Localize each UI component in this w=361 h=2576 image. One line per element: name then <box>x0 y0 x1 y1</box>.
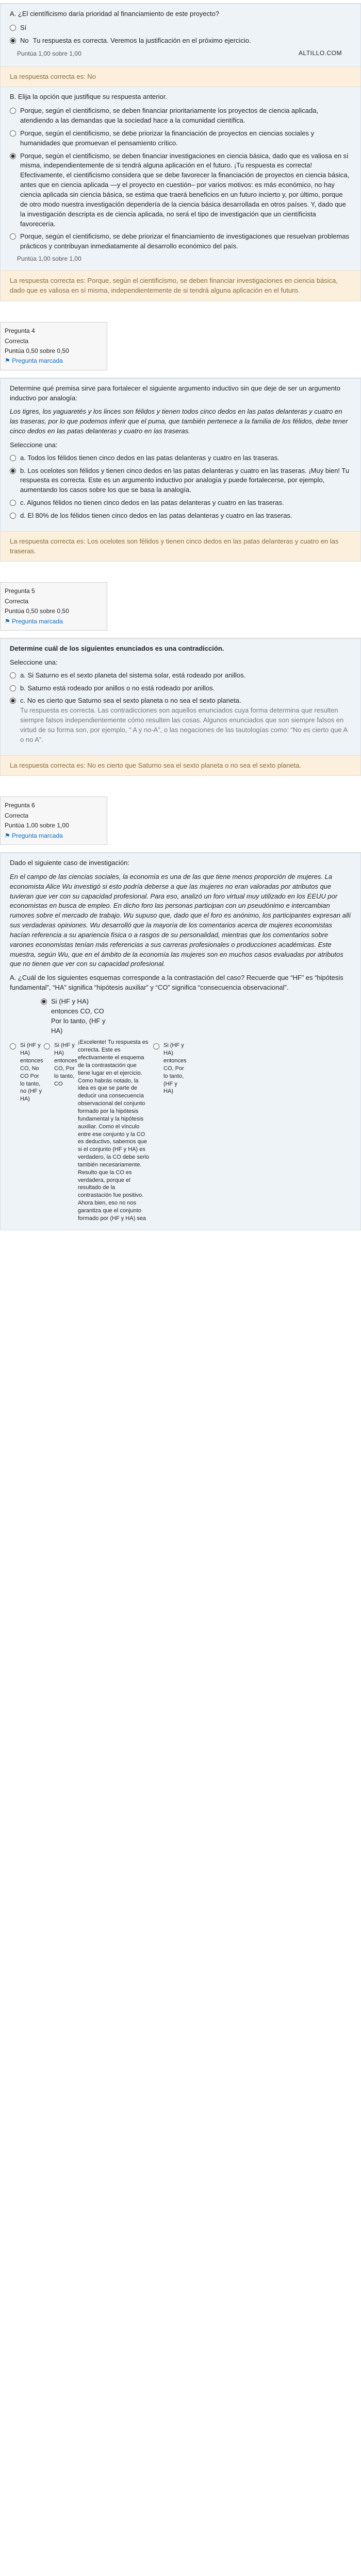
radio-button[interactable] <box>44 1043 50 1049</box>
flag-question-link[interactable]: ⚑ Pregunta marcada <box>5 617 63 625</box>
option-3[interactable] <box>10 151 351 229</box>
question-3-part-a <box>1 4 360 66</box>
option-label: a. Todos los félidos tienen cinco dedos en las patas delanteras y cuatro en las traseras. <box>20 453 280 462</box>
schema-label: Si (HF y HA) entonces CO, No CO Por lo tanto, no (HF y HA) <box>20 1042 43 1103</box>
radio-button[interactable] <box>10 130 16 137</box>
option-c[interactable] <box>10 498 351 508</box>
case-text: En el campo de las ciencias sociales, la economía es una de las que tiene menos proporción de mujeres. La economista Alice Wu investigó si esto podría deberse a que las mujeres no eran valoradas por atributos que tuvieran que ver con su capacidad profesional. Para eso, analizó un foro virtual muy utilizado en los EEUU por economistas en busca de empleo. En dicho foro las personas participan con un pseudónimo e intercambian rumores sobre el mercado de trabajo. Wu supuso que, dado que el foro es anónimo, los participantes expresan allí sus verdaderas opiniones. Wu desarrolló que la mayoría de los comentarios acerca de mujeres economistas hacían referencia a su apariencia física o a rasgos de su personalidad, mientras que los comentarios sobre varones economistas tenían más referencias a sus carreras profesionales o producciones académicas. Este muestra, según Wu, que en el ámbito de la economía las mujeres son en muchos casos evaluadas por atributos que no tienen que ver con su capacidad profesional. <box>10 872 351 968</box>
radio-button[interactable] <box>153 1043 159 1049</box>
select-prompt: Seleccione una: <box>10 658 58 666</box>
flag-question-link[interactable]: ⚑ Pregunta marcada <box>5 357 63 365</box>
question-number: Pregunta 5 <box>5 587 35 595</box>
option-b[interactable] <box>10 466 351 496</box>
radio-button-selected[interactable] <box>10 153 16 159</box>
correct-answer: La respuesta correcta es: No es cierto que Saturno sea el sexto planeta o no sea el sexto planeta. <box>1 755 360 776</box>
schema-option-mid[interactable] <box>44 1042 75 1219</box>
schema-option-top[interactable] <box>41 997 351 1036</box>
schema-option-right[interactable] <box>153 1042 187 1219</box>
score: Puntúa 1,00 sobre 1,00 <box>17 255 81 263</box>
option-label: c. No es cierto que Saturno sea el sexto planeta o no sea el sexto planeta. <box>20 697 241 705</box>
radio-button[interactable] <box>10 672 16 679</box>
option-label: Porque, según el cientificismo, se deben financiar prioritariamente los proyectos de ciencia aplicada, atendiendo a las demandas que la sociedad hace a la comunidad científica. <box>20 107 319 125</box>
option-d[interactable] <box>10 511 351 521</box>
option-a[interactable] <box>10 453 351 463</box>
option-label: b. Los ocelotes son félidos y tienen cinco dedos en las patas delanteras y cuatro en las traseras. <box>20 466 307 474</box>
option-label: b. Saturno está rodeado por anillos o no está rodeado por anillos. <box>20 684 215 692</box>
question-number: Pregunta 4 <box>5 327 35 335</box>
flag-question-link[interactable]: ⚑ Pregunta marcada <box>5 832 63 839</box>
radio-button[interactable] <box>10 233 16 240</box>
question-6-block <box>0 852 361 1230</box>
option-b[interactable] <box>10 684 351 693</box>
radio-button[interactable] <box>10 500 16 506</box>
argument-text: Los tigres, los yaguaretés y los linces son félidos y tienen todos cinco dedos en las patas delanteras y cuatro en las traseras, por lo que podemos inferir que el puma, que también pertenece a la familia de los félidos, debe tener cinco dedos en las patas delanteras y cuatro en las traseras. <box>10 408 348 435</box>
option-feedback: ¡Tu respuesta es correcta! Efectivamente, el cientificismo considera que se debe favorecer la financiación de proyectos en ciencia básica, antes que en ciencia aplicada —y el proyecto en cuestión– por varios motivos: es más económico, no hay ciencia aplicada sin ciencia básica, se estima que traerá beneficios en un futuro incierto y, por último, porque de otro modo nuestra investigación dependería de la ciencia básica desarrollada en otros países. Y, dado que la investigación descripta es de ciencia aplicada, no será el tipo de investigación que un científicista favorecería. <box>20 161 350 228</box>
question-score: Puntúa 1,00 sobre 1,00 <box>5 822 69 829</box>
option-label: d. El 80% de los félidos tienen cinco dedos en las patas delanteras y cuatro en las traseras. <box>20 511 292 519</box>
option-label: Porque, según el cientificismo, se deben financiar investigaciones en ciencia básica, dado que es valiosa en sí misma, independientemente de si tendrá alguna aplicación en el futuro. <box>20 151 349 170</box>
radio-button-selected[interactable] <box>10 698 16 704</box>
schema-feedback: ¡Excelente! Tu respuesta es correcta. Este es efectivamente el esquema de la contrastación que tiene lugar en el ejercicio. Como habrás notado, la idea es que se parte de deducir una consecuencia observacional del conjunto formado por la hipótesis fundamental y la hipótesis auxiliar. Como el vínculo entre ese conjunto y la CO es deductivo, sabemos que si el conjunto (HF y HA) es verdadero, la CO debe serlo también necesariamente. Resulto que la CO es verdadera, porque el resultado de la contrastación fue positivo. Ahora bien, eso no nos garantiza que el conjunto formado por (HF y HA) sea <box>78 1039 150 1222</box>
correct-answer: La respuesta correcta es: Los ocelotes son félidos y tienen cinco dedos en las patas delanteras y cuatro en las traseras. <box>1 531 360 562</box>
schema-label: Si (HF y HA) entonces CO, Por lo tanto, CO <box>54 1042 77 1087</box>
option-c[interactable] <box>10 696 351 744</box>
flag-icon: ⚑ <box>5 832 12 839</box>
option-label: a. Si Saturno es el sexto planeta del sistema solar, está rodeado por anillos. <box>20 671 246 679</box>
watermark-logo: ALTILLO.COM <box>299 49 342 57</box>
question-4-info <box>0 322 107 370</box>
question-number: Pregunta 6 <box>5 802 35 809</box>
radio-button-selected[interactable] <box>10 38 16 44</box>
option-no[interactable] <box>10 36 351 46</box>
option-feedback: Tu respuesta es correcta. Las contradicciones son aquellos enunciados cuya forma determina que resulten siempre falsos independientemente cómo resulten las cosas. Algunos enunciados que son siempre falsos en virtud de su forma son, por ejemplo, “ A y no-A”, o las negaciones de las tautologías como: “No es cierto que A o no A”. <box>20 706 348 743</box>
question-4-block <box>0 378 361 562</box>
question-score: Puntúa 0,50 sobre 0,50 <box>5 607 69 615</box>
schema-label: Si (HF y HA) entonces CO, CO Por lo tanto, (HF y HA) <box>51 997 106 1035</box>
question-status: Correcta <box>5 811 29 819</box>
option-yes[interactable] <box>10 23 351 33</box>
option-feedback: ¡Muy bien! Tu respuesta es correcta. Este es un argumento inductivo por analogía y puede fortalecerse, por ejemplo, aumentando los casos sobre los que se basa la analogía. <box>20 466 350 494</box>
option-label: No <box>20 36 29 44</box>
question-text: Determine qué premisa sirve para fortalecer el siguiente argumento inductivo sin que deje de ser un argumento inductivo por analogía: <box>10 384 340 402</box>
flag-icon: ⚑ <box>5 617 12 625</box>
radio-button[interactable] <box>10 108 16 114</box>
question-5-block <box>0 638 361 776</box>
option-4[interactable] <box>10 232 351 251</box>
correct-answer: La respuesta correcta es: Porque, según el cientificismo, se deben financiar investigaciones en ciencia básica, dado que es valiosa en sí misma, independientemente de si tendrá alguna aplicación en el futuro. <box>1 270 360 301</box>
case-intro: Dado el siguiente caso de investigación: <box>10 859 129 867</box>
radio-button-selected[interactable] <box>10 468 16 474</box>
radio-button[interactable] <box>10 1043 16 1049</box>
schema-label: Si (HF y HA) entonces CO, Por lo tanto, (HF y HA) <box>163 1042 187 1095</box>
quiz-review-page <box>0 0 361 1230</box>
question-score: Puntúa 0,50 sobre 0,50 <box>5 347 69 354</box>
option-feedback: Tu respuesta es correcta. Veremos la justificación en el próximo ejercicio. <box>32 36 251 44</box>
radio-button[interactable] <box>10 25 16 31</box>
question-text: A. ¿El científicismo daría prioridad al financiamiento de este proyecto? <box>10 10 220 18</box>
question-6-content <box>1 853 360 1230</box>
option-2[interactable] <box>10 129 351 148</box>
question-5-info <box>0 582 107 631</box>
option-a[interactable] <box>10 671 351 681</box>
question-5-content <box>1 638 360 755</box>
select-prompt: Seleccione una: <box>10 440 58 449</box>
part-a-question: A. ¿Cuál de los siguientes esquemas corresponde a la contrastación del caso? Recuerde que “HF” es “hipótesis fundamental”, “HA” significa “hipótesis auxiliar” y “CO” significa “consecuencia observacional”. <box>10 974 343 992</box>
question-3-part-b <box>1 87 360 270</box>
option-label: Sí <box>20 23 27 31</box>
question-3-block <box>0 3 361 301</box>
question-status: Correcta <box>5 597 29 605</box>
radio-button[interactable] <box>10 455 16 461</box>
option-label: c. Algunos félidos no tienen cinco dedos en las patas delanteras y cuatro en las traseras. <box>20 499 284 507</box>
option-1[interactable] <box>10 106 351 126</box>
question-text: Determine cuál de los siguientes enunciados es una contradicción. <box>10 645 224 653</box>
question-4-content <box>1 378 360 531</box>
score: Puntúa 1,00 sobre 1,00 <box>17 49 81 57</box>
question-status: Correcta <box>5 337 29 345</box>
flag-icon: ⚑ <box>5 357 12 365</box>
radio-button[interactable] <box>10 685 16 691</box>
radio-button-selected[interactable] <box>41 998 47 1005</box>
question-text: B. Elija la opción que justifique su respuesta anterior. <box>10 93 167 101</box>
option-label: Porque, según el cientificismo, se debe priorizar el financiamiento de investigaciones que resuelvan problemas prácticos y contribuyan inmediatamente al desarrollo económico del país. <box>20 232 350 250</box>
radio-button[interactable] <box>10 513 16 519</box>
option-label: Porque, según el cientificismo, se debe priorizar la financiación de proyectos en ciencias sociales y humanidades que promuevan el pensamiento crítico. <box>20 129 315 147</box>
question-6-info <box>0 796 107 845</box>
correct-answer: La respuesta correcta es: No <box>1 66 360 87</box>
schema-option-left[interactable] <box>10 1042 41 1219</box>
